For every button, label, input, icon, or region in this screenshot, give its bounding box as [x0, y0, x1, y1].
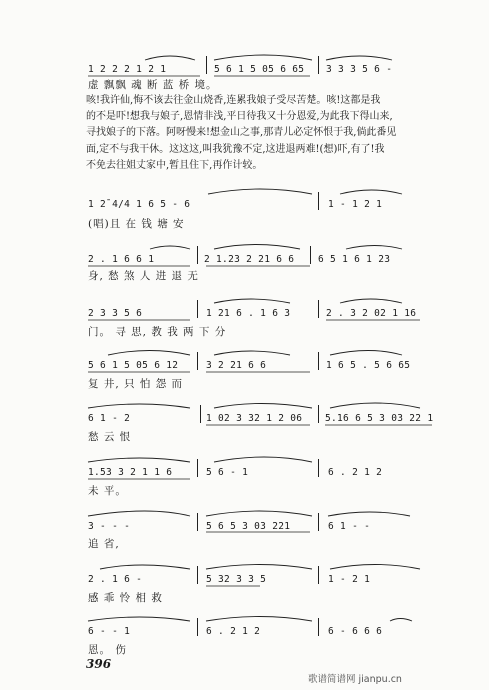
system-10-measure-3: 6 - 6 6 6 — [328, 626, 383, 637]
system-1-measure-3: 3 3 3 5 6 - — [326, 64, 393, 75]
barline — [318, 56, 319, 74]
barline — [318, 513, 319, 531]
system-7-measure-1: 1.53 3 2 1 1 6 — [88, 467, 173, 478]
system-1-measure-1: 1 2 2 2 1 2 1 — [88, 64, 167, 75]
system-4-measure-1: 2 3 3 5 6 — [88, 308, 143, 319]
system-8-lyrics: 追 省, — [88, 538, 120, 550]
system-9-measure-1: 2 . 1 6 - — [88, 574, 143, 585]
system-3-measure-3: 6 5 1 6 1 23 — [318, 254, 391, 265]
barline — [318, 405, 319, 423]
dialogue-line: 的不是吓!想我与娘子,恩情非浅,平日待我又十分恩爱,为此我下得山来, — [86, 111, 393, 123]
system-2-lyrics: (唱)且 在 钱 塘 安 — [88, 218, 185, 230]
system-8-measure-2: 5 6 5 3 03 221 — [206, 521, 291, 532]
system-5-measure-2: 3 2 21 6 6 — [206, 360, 267, 371]
system-3-measure-1: 2 . 1 6 6 1 — [88, 254, 155, 265]
page-number: 396 — [86, 657, 112, 671]
system-5-measure-1: 5 6 1 5 05 6 12 — [88, 360, 179, 371]
barline — [318, 566, 319, 584]
system-2-measure-2: 1 - 1 2 1 — [328, 199, 383, 210]
barline — [197, 459, 198, 477]
barline — [197, 566, 198, 584]
system-4-lyrics: 门。 寻 思, 教 我 两 下 分 — [88, 326, 227, 338]
barline — [310, 246, 311, 264]
barline — [197, 513, 198, 531]
system-4-measure-2: 1 21 6 . 1 6 3 — [206, 308, 291, 319]
system-5-lyrics: 复 井, 只 怕 怨 而 — [88, 378, 184, 390]
system-3-lyrics: 身, 愁 煞 人 进 退 无 — [88, 270, 199, 282]
watermark: 歌谱简谱网 jianpu.cn — [308, 674, 402, 685]
system-1-lyrics: 虚 飘飘 魂 断 蓝 桥 境。 — [88, 79, 218, 91]
dialogue-line: 寻找娘子的下落。阿呀慢来!想金山之事,那青儿必定怀恨于我,倘此番见 — [86, 127, 397, 139]
system-9-measure-3: 1 - 2 1 — [328, 574, 371, 585]
barline — [318, 459, 319, 477]
barline — [197, 246, 198, 264]
barline — [318, 618, 319, 636]
barline — [206, 56, 207, 74]
barline — [197, 618, 198, 636]
system-8-measure-3: 6 1 - - — [328, 521, 371, 532]
system-3-measure-2: 2 1.23 2 21 6 6 — [204, 254, 295, 265]
system-7-measure-2: 5 6 - 1 — [206, 467, 249, 478]
system-7-lyrics: 未 平。 — [88, 485, 127, 497]
system-7-measure-3: 6 . 2 1 2 — [328, 467, 383, 478]
barline — [200, 405, 201, 423]
spoken-dialogue — [86, 93, 432, 174]
dialogue-line: 咳!我许仙,悔不该去往金山烧香,连累我娘子受尽苦楚。咳!这都是我 — [86, 95, 381, 106]
system-9-measure-2: 5 32 3 3 5 — [206, 574, 267, 585]
system-8-measure-1: 3 - - - — [88, 521, 131, 532]
dialogue-line: 面,定不与我干休。这这这,叫我犹豫不定,这进退两难!(想)吓,有了!我 — [86, 143, 385, 155]
system-10-measure-1: 6 - - 1 — [88, 626, 131, 637]
dialogue-line: 不免去往姐丈家中,暂且住下,再作计较。 — [86, 159, 263, 171]
system-6-measure-3: 5.16 6 5 3 03 22 1 — [325, 413, 434, 424]
system-1-measure-2: 5 6 1 5 05 6 65 — [214, 64, 305, 75]
system-6-measure-2: 1 02 3 32 1 2 06 — [206, 413, 303, 424]
system-10-measure-2: 6 . 2 1 2 — [206, 626, 261, 637]
system-6-lyrics: 愁 云 恨 — [88, 431, 132, 443]
barline — [197, 300, 198, 318]
system-9-lyrics: 感 乖 怜 相 救 — [88, 592, 163, 604]
system-10-lyrics: 恩。 伤 — [88, 644, 127, 656]
system-5-measure-3: 1 6 5 . 5 6 65 — [326, 360, 411, 371]
barline — [318, 192, 319, 210]
system-4-measure-3: 2 . 3 2 02 1 16 — [326, 308, 417, 319]
barline — [318, 352, 319, 370]
system-6-measure-1: 6 1 - 2 — [88, 413, 131, 424]
system-2-measure-1: 1 2̄ 4/4 1 6 5 - 6 — [88, 199, 191, 210]
barline — [197, 352, 198, 370]
barline — [318, 300, 319, 318]
